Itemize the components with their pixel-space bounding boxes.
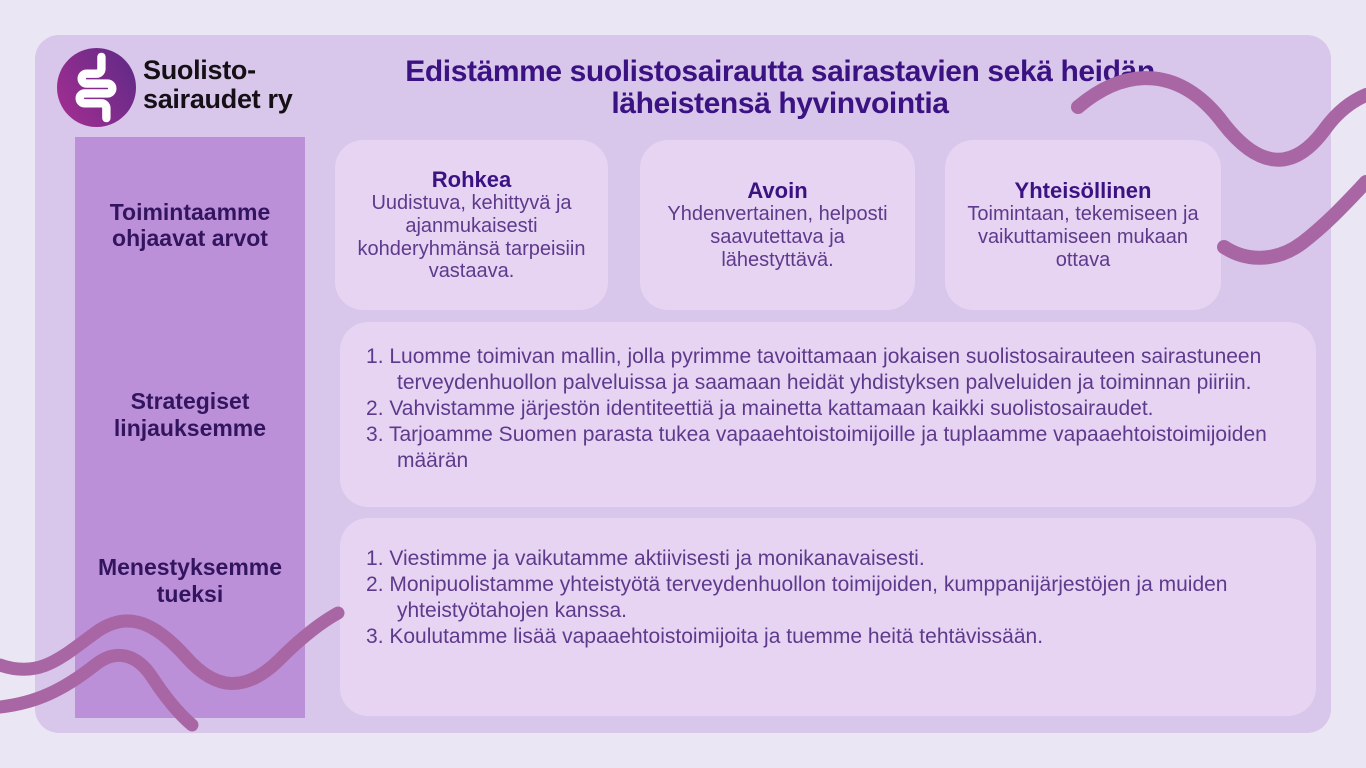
strategy-panel xyxy=(340,322,1316,507)
value-card-title: Rohkea xyxy=(431,166,512,192)
sidebar-label-values: Toimintaamme ohjaavat arvot xyxy=(109,198,271,251)
intestine-icon xyxy=(57,48,136,127)
org-name-line1: Suolisto- xyxy=(143,55,256,85)
list-item: Vahvistamme järjestön identiteettiä ja mainetta kattamaan kaikki suolistosairaudet. xyxy=(389,397,1154,421)
org-name-line2: sairaudet ry xyxy=(143,83,293,114)
sidebar-label-success: Menestyksemme tueksi xyxy=(97,554,283,607)
value-card-title: Yhteisöllinen xyxy=(1014,178,1152,204)
value-card-body: Toimintaan, tekemiseen ja vaikuttamiseen mukaan ottava xyxy=(967,203,1199,272)
list-item: Monipuolistamme yhteistyötä terveydenhuollon toimijoiden, kumppanijärjestöjen ja muiden yhteistyötahojen kanssa. xyxy=(389,573,1228,623)
list-item: Koulutamme lisää vapaaehtoistoimijoita ja tuemme heitä tehtävissään. xyxy=(389,625,1044,649)
success-panel xyxy=(340,518,1316,716)
value-card-avoin xyxy=(640,140,915,310)
value-card-rohkea xyxy=(335,140,608,310)
list-item: Luomme toimivan mallin, jolla pyrimme tavoittamaan jokaisen suolistosairauteen sairastuneen terveydenhuollon palveluissa ja saamaan heidät yhdistyksen palveluiden ja toiminnan piiriin. xyxy=(389,345,1262,395)
strategy-list xyxy=(366,344,1290,474)
list-item: Tarjoamme Suomen parasta tukea vapaaehtoistoimijoille ja tuplaamme vapaaehtoistoimijoiden määrän xyxy=(388,423,1267,473)
value-card-yhteisollinen xyxy=(945,140,1221,310)
success-list xyxy=(366,546,1290,650)
value-card-body: Uudistuva, kehittyvä ja ajanmukaisesti kohderyhmänsä tarpeisiin vastaava. xyxy=(357,192,586,283)
list-item: Viestimme ja vaikutamme aktiivisesti ja monikanavaisesti. xyxy=(389,547,925,570)
page-title: Edistämme suolistosairautta sairastavien sekä heidän läheistensä hyvinvointia xyxy=(405,55,1155,121)
value-card-title: Avoin xyxy=(747,178,808,204)
value-card-body: Yhdenvertainen, helposti saavutettava ja lähestyttävä. xyxy=(667,203,888,272)
org-name xyxy=(143,56,333,113)
sidebar-label-strategy: Strategiset linjauksemme xyxy=(113,388,267,441)
